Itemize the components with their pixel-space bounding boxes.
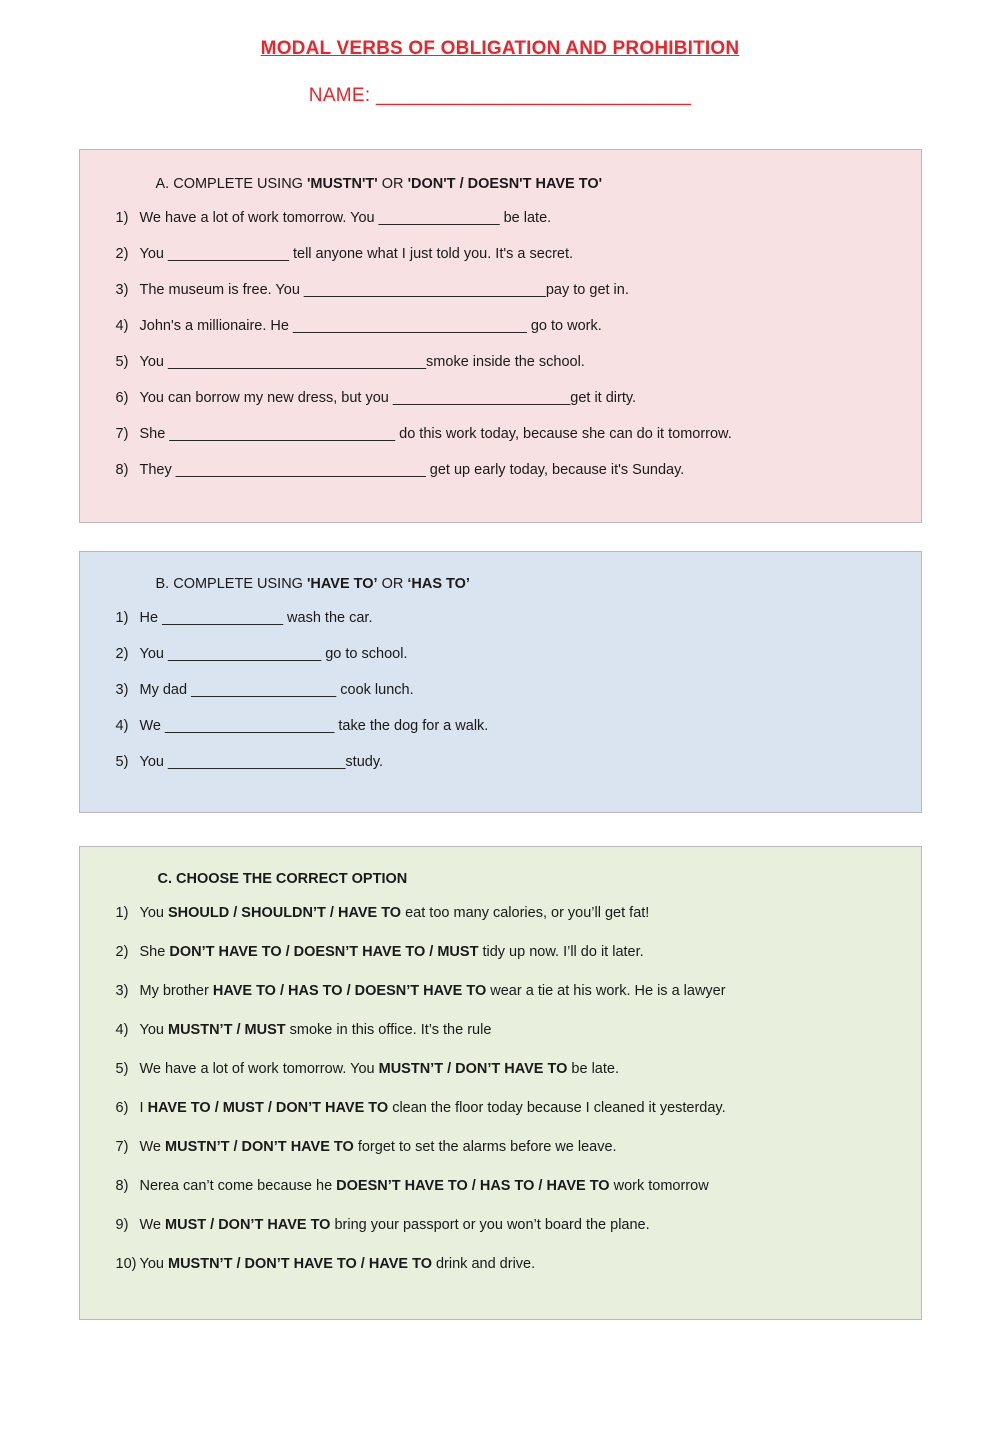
question-text[interactable]: We have a lot of work tomorrow. You MUSTN’T / DON’T HAVE TO be late. [139,1061,619,1078]
section-c-question-list [106,903,895,1275]
question-text[interactable]: You _______________ tell anyone what I just told you. It's a secret. [139,246,574,263]
section-b-question-list [106,608,895,773]
question-number: 9) [115,1217,129,1234]
question-number: 5) [115,754,129,771]
question-number: 7) [115,426,129,443]
name-field-label: NAME: _____________________________ [308,85,692,106]
question-number: 2) [115,944,129,961]
question-row [106,316,895,337]
question-number: 7) [115,1139,129,1156]
question-text[interactable]: We _____________________ take the dog for a walk. [139,718,489,735]
question-number: 4) [115,1022,129,1039]
question-number: 3) [115,682,129,699]
question-row [106,1254,895,1275]
question-row [106,680,895,701]
question-row [106,644,895,665]
question-row [106,280,895,301]
question-number: 2) [115,246,129,263]
question-text[interactable]: John's a millionaire. He _____________________________ go to work. [139,318,602,335]
question-row [106,424,895,445]
question-row [106,244,895,265]
question-number: 8) [115,462,129,479]
question-text[interactable]: You can borrow my new dress, but you ______________________get it dirty. [139,390,637,407]
question-text[interactable]: She DON’T HAVE TO / DOESN’T HAVE TO / MUST tidy up now. I’ll do it later. [139,944,644,961]
question-text[interactable]: My brother HAVE TO / HAS TO / DOESN’T HAVE TO wear a tie at his work. He is a lawyer [139,983,726,1000]
question-number: 6) [115,1100,129,1117]
question-text[interactable]: The museum is free. You ______________________________pay to get in. [139,282,629,299]
question-text[interactable]: My dad __________________ cook lunch. [139,682,414,699]
question-text[interactable]: We have a lot of work tomorrow. You _______________ be late. [139,210,552,226]
section-c-heading: C. CHOOSE THE CORRECT OPTION [157,871,408,888]
question-text[interactable]: We MUST / DON’T HAVE TO bring your passport or you won’t board the plane. [139,1217,650,1234]
section-a [79,149,922,523]
question-row [106,1059,895,1080]
question-row [106,208,895,229]
question-row [106,1215,895,1236]
question-number: 5) [115,1061,129,1078]
question-row [106,942,895,963]
question-number: 4) [115,318,129,335]
question-number: 2) [115,646,129,663]
question-row [106,352,895,373]
question-text[interactable]: You MUSTN’T / DON’T HAVE TO / HAVE TO drink and drive. [139,1256,536,1273]
question-text[interactable]: I HAVE TO / MUST / DON’T HAVE TO clean the floor today because I cleaned it yesterday. [139,1100,726,1117]
question-row [106,752,895,773]
question-number: 8) [115,1178,129,1195]
question-number: 6) [115,390,129,407]
question-row [106,460,895,481]
question-text[interactable]: You ______________________study. [139,754,384,771]
worksheet-page [0,38,1000,1451]
question-text[interactable]: You ________________________________smoke inside the school. [139,354,585,371]
question-row [106,1176,895,1197]
question-number: 1) [115,905,129,922]
question-row [106,388,895,409]
section-c [79,846,922,1320]
section-b-heading: B. COMPLETE USING 'HAVE TO’ OR ‘HAS TO’ [155,576,470,593]
question-number: 4) [115,718,129,735]
question-text[interactable]: He _______________ wash the car. [139,610,373,627]
question-text[interactable]: You SHOULD / SHOULDN’T / HAVE TO eat too many calories, or you’ll get fat! [139,905,650,922]
question-text[interactable]: They _______________________________ get up early today, because it's Sunday. [139,462,685,479]
question-number: 1) [115,610,129,627]
question-text[interactable]: You ___________________ go to school. [139,646,408,663]
question-number: 1) [115,210,129,226]
question-text[interactable]: We MUSTN’T / DON’T HAVE TO forget to set the alarms before we leave. [139,1139,617,1156]
question-row [106,1137,895,1158]
section-a-heading: A. COMPLETE USING 'MUSTN'T' OR 'DON'T / DOESN'T HAVE TO' [155,176,603,192]
question-text[interactable]: You MUSTN’T / MUST smoke in this office. It’s the rule [139,1022,492,1039]
question-text[interactable]: Nerea can’t come because he DOESN’T HAVE TO / HAS TO / HAVE TO work tomorrow [139,1178,709,1195]
question-row [106,903,895,924]
section-a-question-list [106,208,895,481]
question-row [106,1020,895,1041]
question-number: 10) [115,1256,137,1273]
question-number: 5) [115,354,129,371]
question-text[interactable]: She ____________________________ do this work today, because she can do it tomorrow. [139,426,732,443]
question-row [106,1098,895,1119]
question-number: 3) [115,983,129,1000]
page-title: MODAL VERBS OF OBLIGATION AND PROHIBITION [260,38,740,59]
question-row [106,981,895,1002]
section-b [79,551,922,813]
question-row [106,716,895,737]
question-row [106,608,895,629]
question-number: 3) [115,282,129,299]
